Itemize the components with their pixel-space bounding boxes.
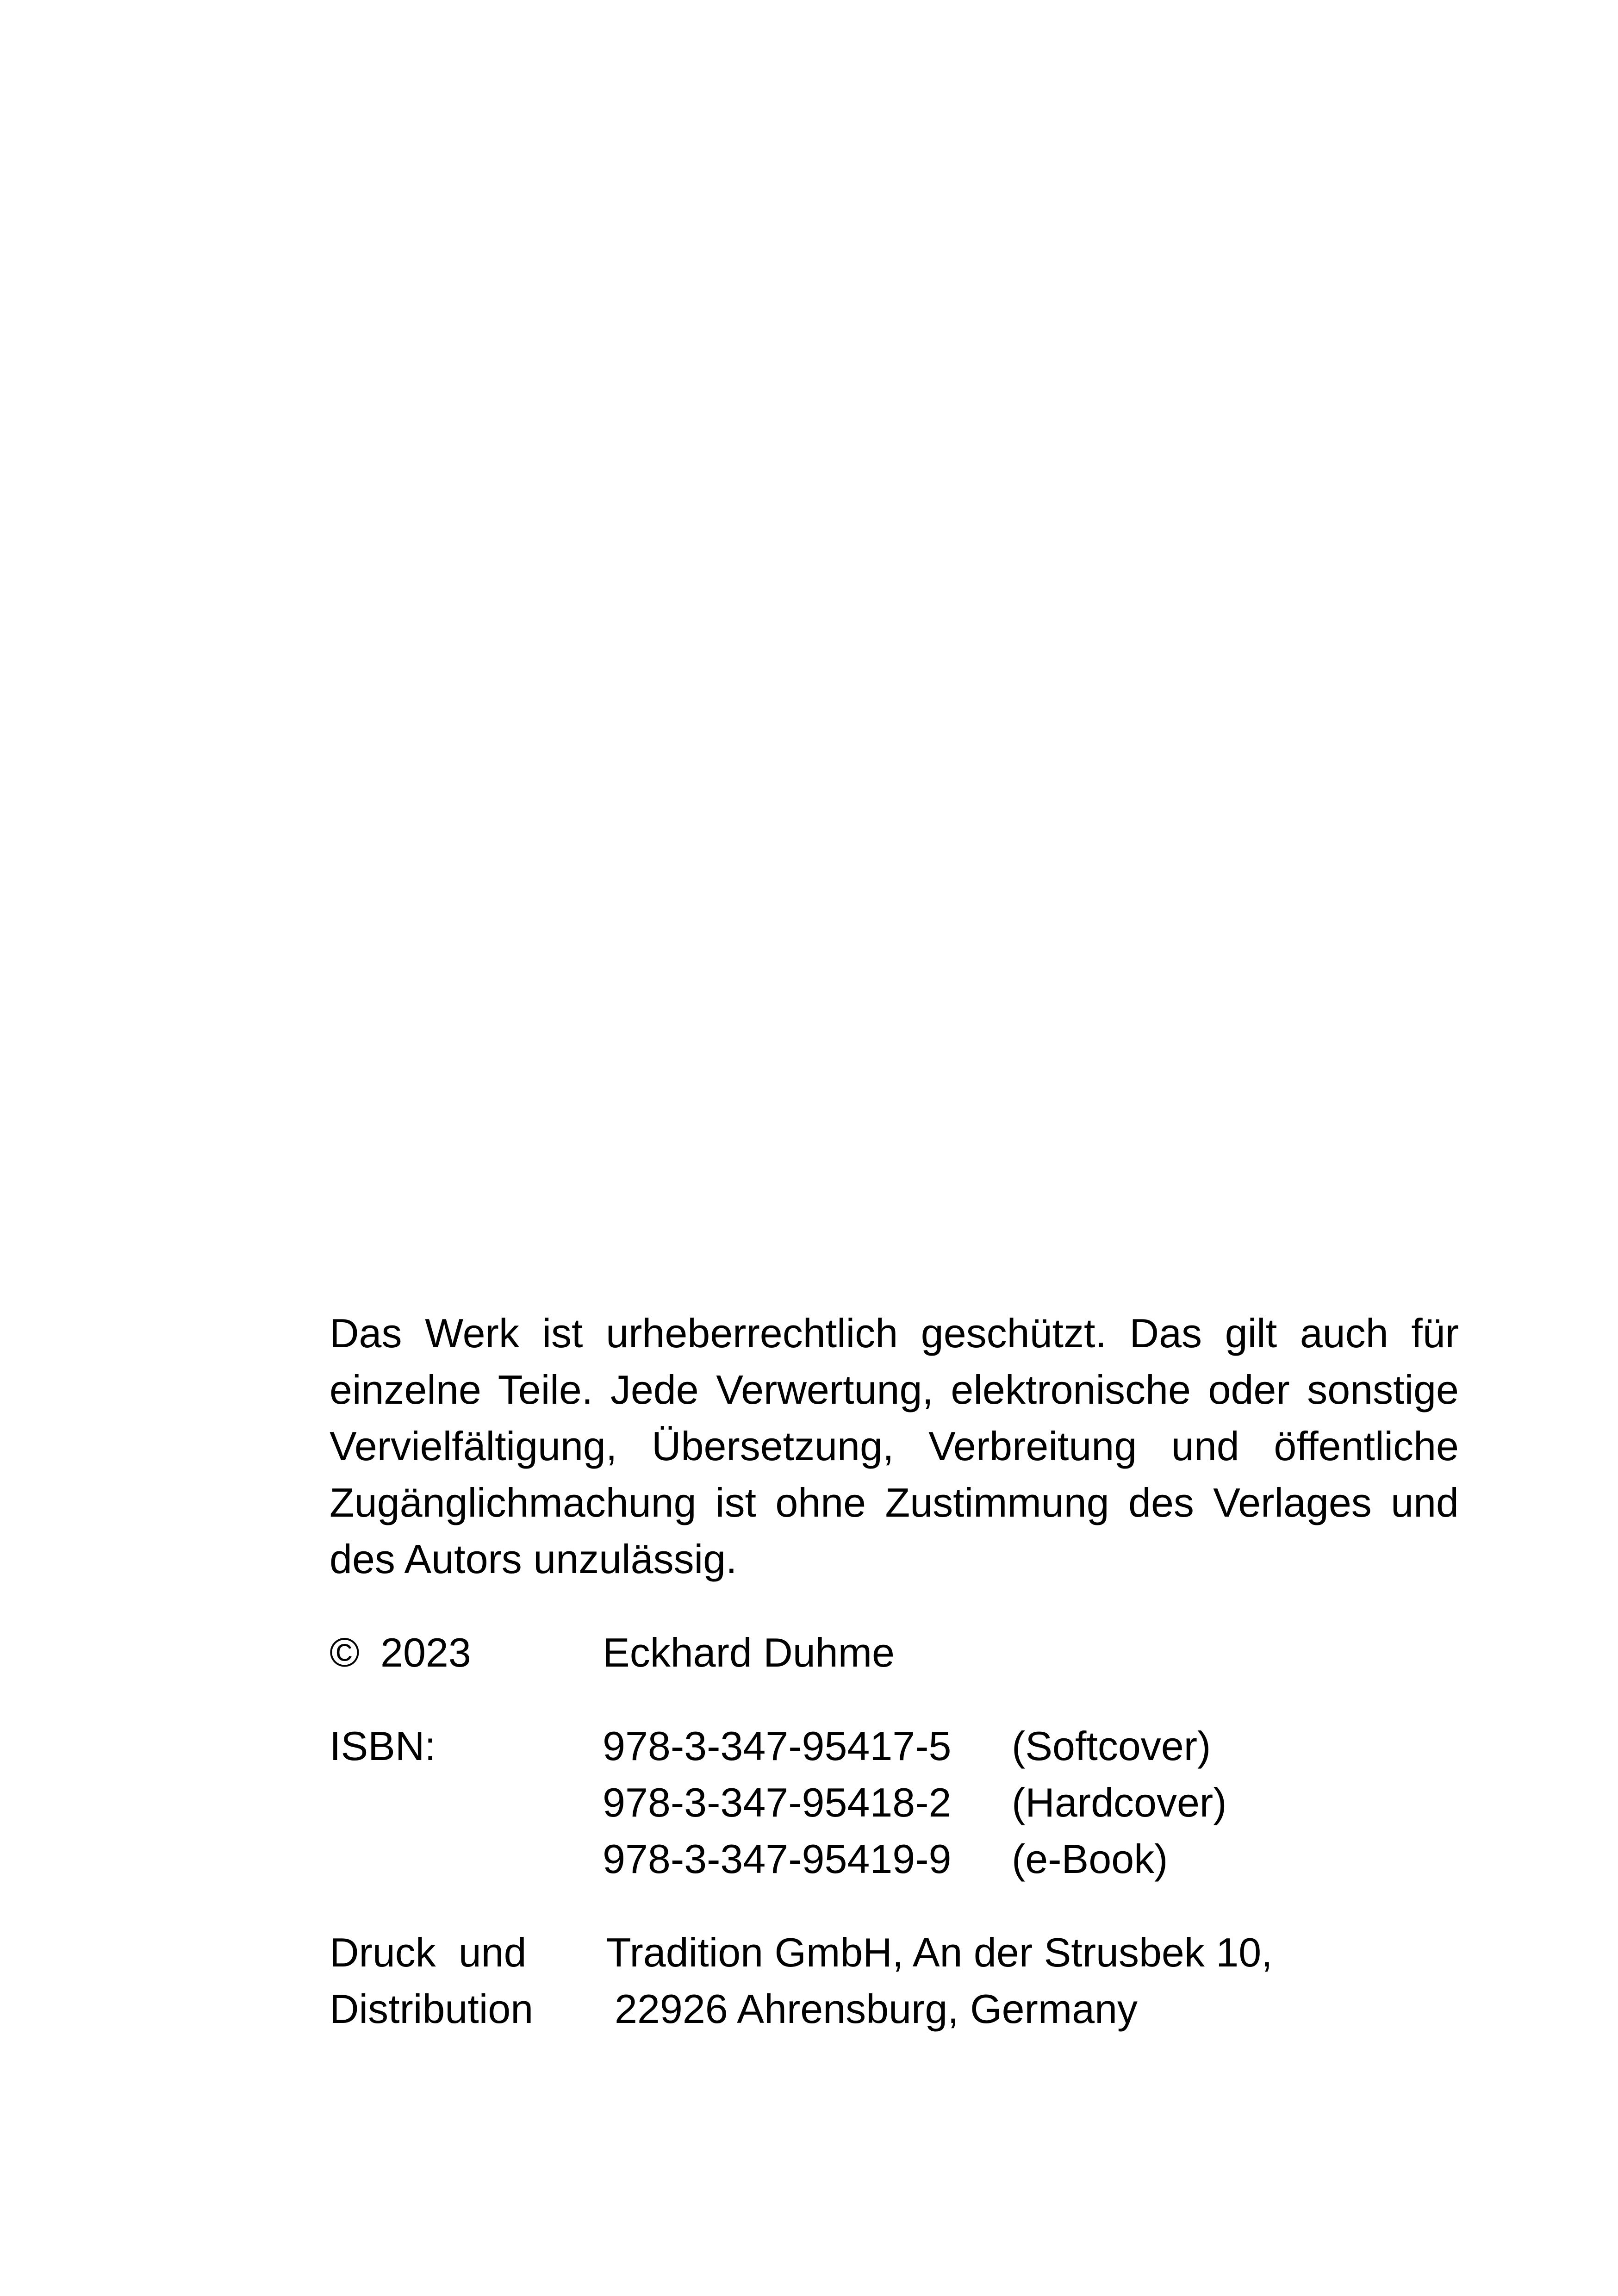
isbn-label: ISBN: (330, 1723, 436, 1769)
isbn-format: (e-Book) (1012, 1836, 1168, 1882)
printing-label: Distribution (330, 1986, 534, 2032)
isbn-row (330, 1774, 1459, 1831)
isbn-format: (Hardcover) (1012, 1780, 1227, 1825)
isbn-row (330, 1831, 1459, 1887)
legal-notice: Das Werk ist urheberrechtlich geschützt. Das gilt auch für einzelne Teile. Jede Verwertung, elektronische oder sonstige Vervielfältigung, Übersetzung, Verbreitung und öffentliche Zugänglichmachung ist ohne Zustimmung des Verlages und des Autors unzulässig. (330, 1310, 1459, 1582)
copyright-year: 2023 (380, 1630, 471, 1675)
printing-section (330, 1924, 1459, 2037)
printing-address: 22926 Ahrensburg, Germany (615, 1986, 1138, 2032)
copyright-holder: Eckhard Duhme (603, 1630, 895, 1675)
isbn-number: 978-3-347-95419-9 (603, 1836, 952, 1882)
isbn-number: 978-3-347-95417-5 (603, 1723, 952, 1769)
printing-label: Druck und (330, 1929, 527, 1975)
isbn-format: (Softcover) (1012, 1723, 1211, 1769)
isbn-section (330, 1718, 1459, 1887)
copyright-row (330, 1624, 1459, 1681)
isbn-row (330, 1718, 1459, 1774)
printing-row (330, 1924, 1459, 1981)
copyright-symbol: © (330, 1630, 360, 1675)
isbn-number: 978-3-347-95418-2 (603, 1780, 952, 1825)
imprint-block (330, 1305, 1459, 2037)
printing-row (330, 1981, 1459, 2037)
printing-address: Tradition GmbH, An der Strusbek 10, (606, 1929, 1273, 1975)
